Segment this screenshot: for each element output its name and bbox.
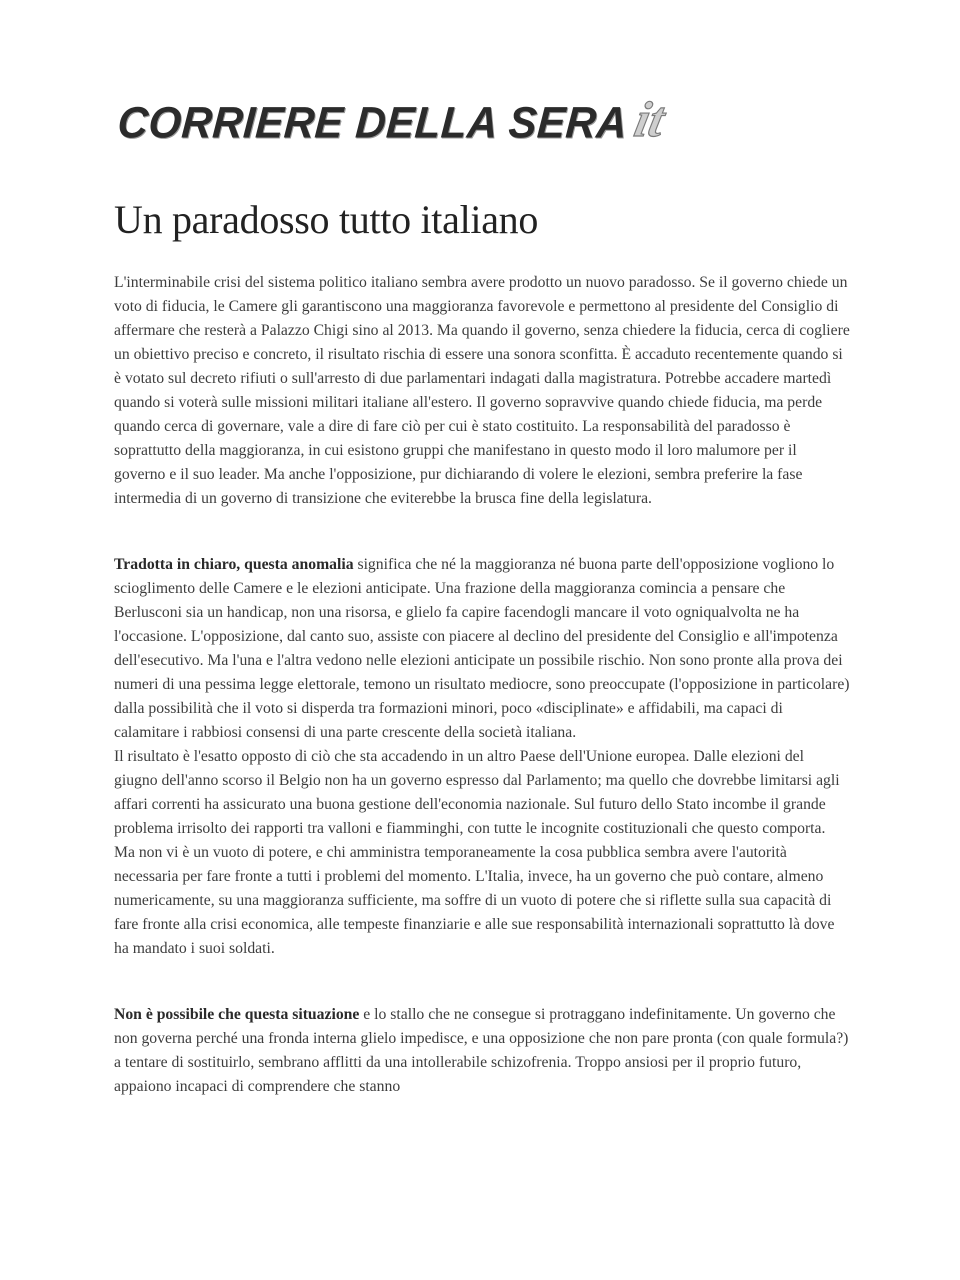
paragraph-lead: Non è possibile che questa situazione <box>114 1006 360 1023</box>
article-title: Un paradosso tutto italiano <box>114 197 539 242</box>
article-paragraph-2 <box>114 553 850 745</box>
masthead-logo[interactable] <box>114 90 850 162</box>
article-paragraph-4 <box>114 1003 850 1099</box>
masthead-name: CORRIERE DELLA SERA <box>116 97 630 147</box>
article-paragraph-3 <box>114 745 850 961</box>
paragraph-text: Il risultato è l'esatto opposto di ciò che sta accadendo in un altro Paese dell'Unione europea. Dalle elezioni del giugno dell'anno scorso il Belgio non ha un governo espresso dal Parlamento; ma quello che dovrebbe limitarsi agli affari correnti ha assicurato una buona gestione dell'economia nazionale. Sul futuro dello Stato incombe il grande problema irrisolto dei rapporti tra valloni e fiamminghi, con tutte le incognite costituzionali che questo comporta. Ma non vi è un vuoto di potere, e chi amministra temporaneamente la cosa pubblica sembra avere l'autorità necessaria per fare fronte a tutti i problemi del momento. L'Italia, invece, ha un governo che può contare, almeno numericamente, su una maggioranza sufficiente, ma soffre di un vuoto di potere che si riflette sulla sua capacità di fare fronte alla crisi economica, alle tempeste finanziarie e alle sue responsabilità internazionali soprattutto là dove ha mandato i suoi soldati. <box>114 748 840 957</box>
paragraph-lead: Tradotta in chiaro, questa anomalia <box>114 556 354 573</box>
masthead-suffix: it <box>630 91 670 147</box>
paragraph-text: significa che né la maggioranza né buona parte dell'opposizione vogliono lo scioglimento delle Camere e le elezioni anticipate. Una frazione della maggioranza comincia a pensare che Berlusconi sia un handicap, non una risorsa, e glielo fa capire facendogli mancare il voto ogniqualvolta ne ha l'occasione. L'opposizione, dal canto suo, assiste con piacere al declino del presidente del Consiglio e all'impotenza dell'esecutivo. Ma l'una e l'altra vedono nelle elezioni anticipate un possibile rischio. Non sono pronte alla prova dei numeri di una pessima legge elettorale, temono un risultato mediocre, sono preoccupate (l'opposizione in particolare) dalla possibilità che il voto si disperda tra formazioni minori, poco «disciplinate» e affidabili, ma capaci di calamitare i rabbiosi consensi di una parte crescente della società italiana. <box>114 556 850 741</box>
paragraph-text: L'interminabile crisi del sistema politico italiano sembra avere prodotto un nuovo paradosso. Se il governo chiede un voto di fiducia, le Camere gli garantiscono una maggioranza favorevole e permettono al presidente del Consiglio di affermare che resterà a Palazzo Chigi sino al 2013. Ma quando il governo, senza chiedere la fiducia, cerca di cogliere un obiettivo preciso e concreto, il risultato rischia di essere una sonora sconfitta. È accaduto recentemente quando si è votato sul decreto rifiuti o sull'arresto di due parlamentari indagati dalla magistratura. Potrebbe accadere martedì quando si voterà sulle missioni militari italiane all'estero. Il governo sopravvive quando chiede fiducia, ma perde quando cerca di governare, vale a dire di fare ciò per cui è stato costituito. La responsabilità del paradosso è soprattutto della maggioranza, in cui esistono gruppi che manifestano in questo modo il loro malumore per il governo e il suo leader. Ma anche l'opposizione, pur dichiarando di volere le elezioni, sembra preferire la fase intermedia di un governo di transizione che eviterebbe la brusca fine della legislatura. <box>114 274 850 507</box>
article-paragraph-1 <box>114 271 850 511</box>
article-page <box>114 90 850 1099</box>
paragraph-text: e lo stallo che ne consegue si protraggano indefinitamente. Un governo che non governa perché una fronda interna glielo impedisce, e una opposizione che non pare pronta (con quale formula?) a tentare di sostituirlo, sembrano afflitti da una intollerabile schizofrenia. Troppo ansiosi per il proprio futuro, appaiono incapaci di comprendere che stanno <box>114 1006 849 1095</box>
